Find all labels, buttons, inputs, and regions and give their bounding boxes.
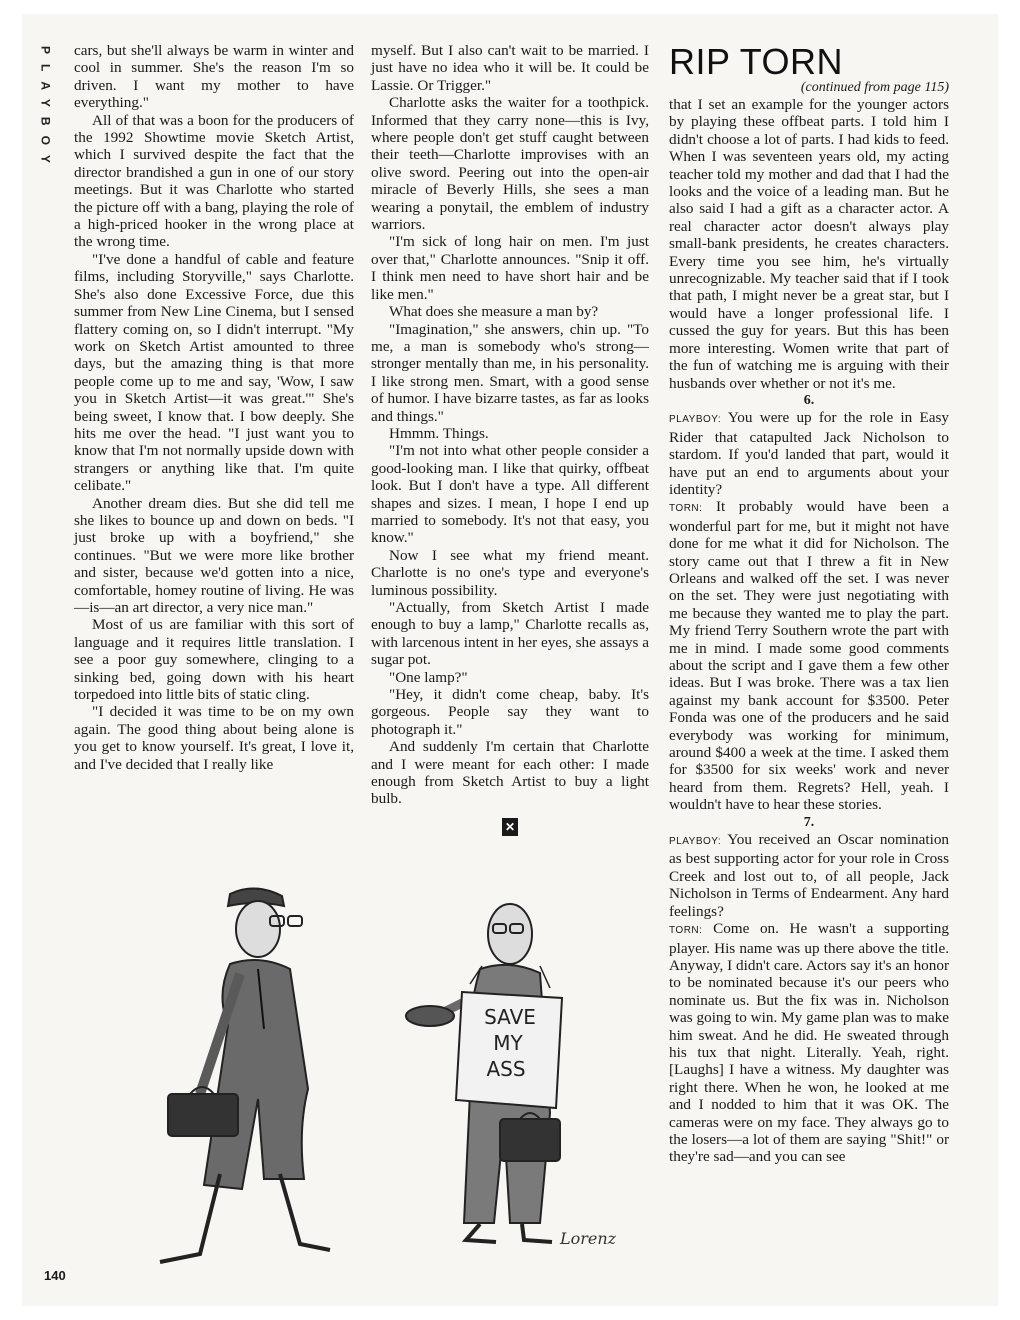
- running-head-text: PLAYBOY: [38, 46, 53, 173]
- paragraph: What does she measure a man by?: [389, 303, 599, 321]
- paragraph: Another dream dies. But she did tell me she likes to bounce up and down on beds. "I just broke up with a boyfriend," she continues. "But we were more like brother and sister, because we'd gotten into a nice, comfortable, homey routine of living. He was—is—an art director, a very nice man.": [74, 494, 354, 616]
- rabbit-logo-icon: ✕: [502, 818, 518, 836]
- paragraph: And suddenly I'm certain that Charlotte and I were meant for each other: I made enough from Sketch Artist to buy a light bulb.: [371, 738, 649, 808]
- article-column-2: [371, 42, 649, 836]
- paragraph: Most of us are familiar with this sort of language and it requires little translation. I see a poor guy somewhere, clinging to a sinking bed, going down with his heart torpedoed into little bits of static cling.: [74, 616, 354, 704]
- interview-column: [669, 42, 949, 1166]
- answer-text: Come on. He wasn't a supporting player. His name was up there above the title. Anyway, I didn't care. Actors say it's an honor to be nominated because it's our peers who nominate us. But the fix was in. Nicholson was going to win. My game plan was to make him sweat. And he did. He sweated through his tux that night. Literally. Yeah, right. [Laughs] I have a witness. My daughter was right there. When he won, he looked at me and I nodded to him that it was OK. The cameras were on my face. They always go to the losers—a lot of them are saying "Shit!" or they're sad—and you can see: [669, 920, 949, 1166]
- question: [669, 409, 949, 498]
- sign-line: MY: [493, 1031, 523, 1055]
- paragraph: "Imagination," she answers, chin up. "To me, a man is somebody who's strong—stronger mentally than me, in his personality. I like strong men. Smart, with a good sense of humor. I have bizarre tastes, as far as looks and things.": [371, 320, 649, 425]
- paragraph: myself. But I also can't wait to be married. I just have no idea who it will be. It could be Lassie. Or Trigger.": [371, 42, 649, 94]
- running-head: [34, 46, 53, 173]
- paragraph: "I decided it was time to be on my own again. The good thing about being alone is you get to know yourself. It's great, I love it, and I've decided that I really like: [74, 703, 354, 773]
- paragraph: "I'm sick of long hair on men. I'm just over that," Charlotte announces. "Snip it off. I think men need to have short hair and be like men.": [371, 233, 649, 303]
- speaker-label: TORN:: [669, 925, 703, 937]
- cartoon-illustration: [80, 874, 650, 1284]
- paragraph: "Hey, it didn't come cheap, baby. It's gorgeous. People say they want to photograph it.": [371, 686, 649, 738]
- paragraph: Now I see what my friend meant. Charlotte is no one's type and everyone's luminous possibility.: [371, 546, 649, 599]
- paragraph: "Actually, from Sketch Artist I made enough to buy a lamp," Charlotte recalls as, with larcenous intent in her eyes, she assays a sugar pot.: [371, 599, 649, 669]
- paragraph: "One lamp?": [389, 668, 468, 686]
- question-text: You were up for the role in Easy Rider that catapulted Jack Nicholson to stardom. If you'd landed that part, would it have put an end to arguments about your identity?: [669, 409, 949, 498]
- paragraph: All of that was a boon for the producers of the 1992 Showtime movie Sketch Artist, which I survived despite the fact that the director brandished a gun in one of our story meetings. But it was Charlotte who started the picture off with a bang, playing the role of a high-priced hooker in the wrong place at the wrong time.: [74, 111, 354, 251]
- section-number: 7.: [803, 814, 815, 830]
- section-number: 6.: [803, 392, 815, 408]
- headline: RIP TORN: [669, 41, 844, 82]
- question: [669, 831, 949, 920]
- sign-line: ASS: [486, 1057, 526, 1081]
- paragraph: cars, but she'll always be warm in winter and cool in summer. She's the reason I'm so driven. I want my mother to have everything.": [74, 42, 354, 112]
- paragraph: Hmmm. Things.: [389, 424, 489, 442]
- paragraph: "I'm not into what other people consider a good-looking man. I like that quirky, offbeat look. But I don't have a type. All different shapes and sizes. I mean, I hope I end up married to somebody. It's not that easy, you know.": [371, 442, 649, 547]
- walking-man-figure: [160, 888, 330, 1262]
- sign-line: SAVE: [484, 1005, 536, 1029]
- paragraph: Charlotte asks the waiter for a toothpick. Informed that they carry none—this is Ivy, where people don't get stuff caught between their teeth—Charlotte improvises with an olive sword. Peering out into the open-air miracle of Beverly Hills, she sees a man wearing a ponytail, the emblem of industry warriors.: [371, 94, 649, 234]
- beggar-man-figure: [406, 904, 562, 1242]
- speaker-label: TORN:: [669, 503, 703, 515]
- answer-text: It probably would have been a wonderful part for me, but it might not have done for me what it did for Nicholson. The story came out that I threw a fit in New Orleans and walked off the set. I was never on the set. They were just negotiating with me because they wanted me to play the part. My friend Terry Southern wrote the part with me in mind. I made some good comments about the script and I gave them a few other ideas. But I was broke. There was a tax lien against my bank account for $3500. Peter Fonda was one of the producers and he said everybody was working for minimum, around $400 a week at the time. I asked them for $3500 for six weeks' work and never heard from them. Regrets? Hell, yeah. I wouldn't have to hear these stories.: [669, 498, 950, 814]
- question-text: You received an Oscar nomination as best supporting actor for your role in Cross Creek and lost out to, of all people, Jack Nicholson in Terms of Endearment. Any hard feelings?: [669, 831, 950, 920]
- artist-signature: Lorenz: [560, 1229, 617, 1248]
- paragraph: that I set an example for the younger actors by playing these offbeat parts. I told him I didn't choose a lot of parts. I had kids to feed. When I was seventeen years old, my acting teacher told my mother and dad that I had the looks and the voice of a leading man. But he also said I had a gift as a character actor. A real character actor doesn't always play small-bank presidents, he creates characters. Every time you see him, he's virtually unrecognizable. My teacher said that if I took that path, I might never be a great star, but I would have a longer professional life. I cussed the guy for years. But this has been more interesting. Women write that part of the fun of watching me is arguing with their husbands over whether or not it's me.: [669, 96, 949, 392]
- article-column-1: [74, 42, 354, 773]
- paragraph: "I've done a handful of cable and feature films, including Storyville," says Charlotte. She's also done Excessive Force, due this summer from New Line Cinema, but I sensed flattery coming on, so I didn't interrupt. "My work on Sketch Artist amounted to three days, but the amazing thing is that more people come up to me and say, 'Wow, I saw you in Sketch Artist—it was great.'" She's being sweet, I know that. I bow deeply. She hits me over the head. "I just want you to know that I'm not normally upside down with strangers or anything like that. I'm quite celibate.": [74, 250, 354, 495]
- answer: [669, 498, 949, 813]
- speaker-label: PLAYBOY:: [669, 836, 722, 848]
- speaker-label: PLAYBOY:: [669, 414, 722, 426]
- magazine-page: [22, 14, 998, 1306]
- answer: [669, 920, 949, 1166]
- page-number: 140: [44, 1268, 66, 1283]
- continued-line: (continued from page 115): [800, 80, 949, 95]
